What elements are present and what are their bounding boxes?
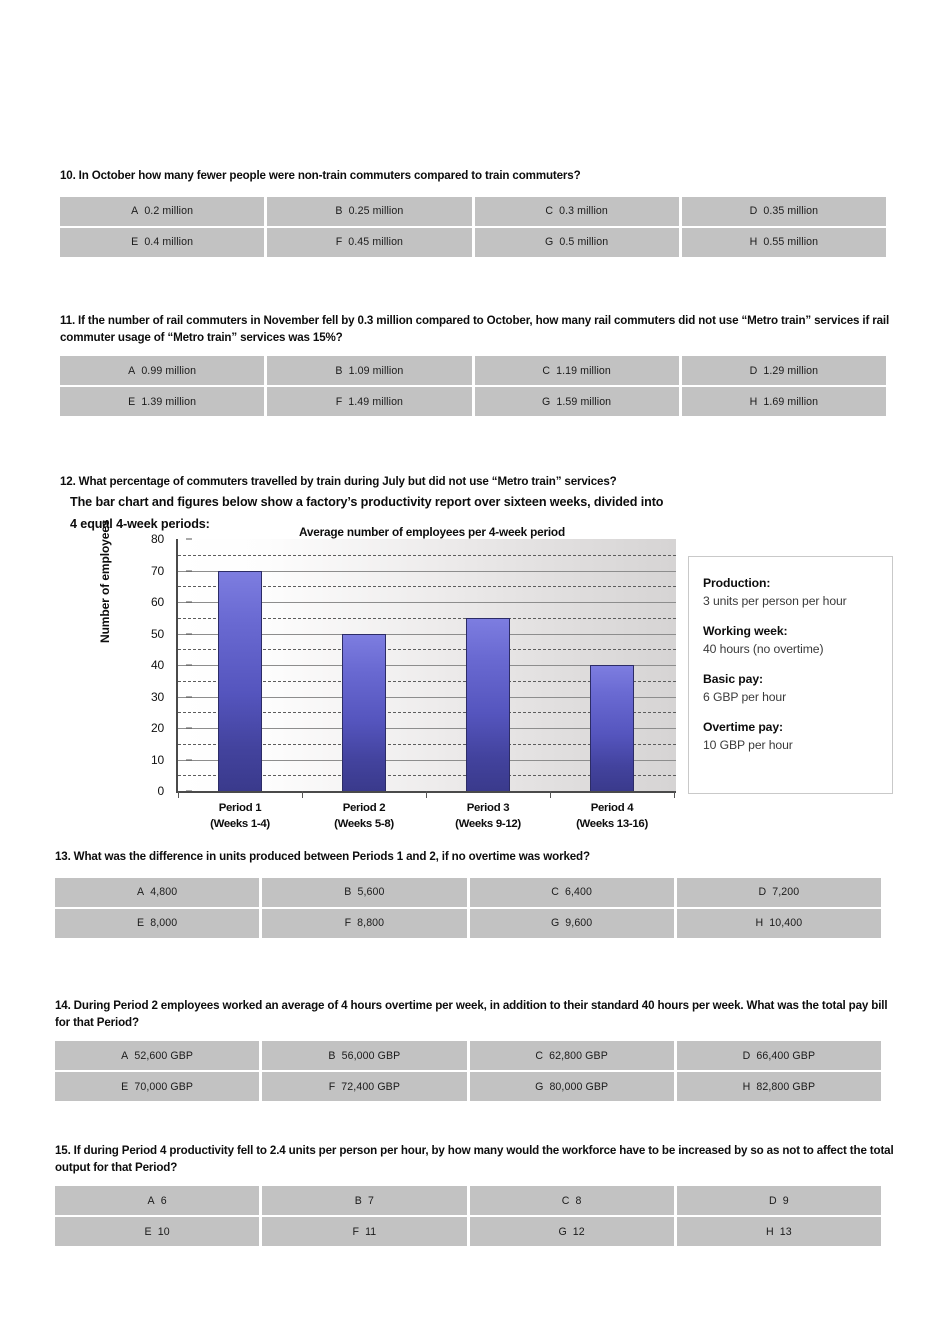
option-value: 72,400 GBP [341,1080,401,1093]
option-value: 82,800 GBP [756,1080,816,1093]
option-cell[interactable] [267,228,471,257]
question-14-text [55,998,895,1031]
option-value: 80,000 GBP [549,1080,609,1093]
option-value: 4,800 [150,886,178,898]
option-cell[interactable] [262,1072,466,1101]
question-12-text [60,474,920,491]
x-label-main: Period 3 [466,802,510,814]
question-11-number: 11. [60,314,76,327]
x-label-period-4 [550,801,674,832]
option-value: 9,600 [565,917,593,929]
option-letter: B [354,1194,362,1207]
info-item-working-week [703,623,892,658]
option-value: 10,400 [769,917,803,929]
option-letter: F [335,236,343,248]
x-label-main: Period 2 [342,802,386,814]
option-letter: G [550,917,560,929]
x-tick-mark [426,791,427,798]
question-11-text [60,313,898,346]
option-value: 52,600 GBP [134,1049,194,1062]
option-value: 1.39 million [141,395,197,408]
option-letter: C [545,205,554,217]
option-cell[interactable] [267,356,471,385]
question-block-11 [60,313,898,416]
option-letter: H [749,395,758,408]
option-cell[interactable] [470,909,674,938]
x-label-period-1 [178,801,302,832]
option-cell[interactable] [267,197,471,226]
option-value: 0.45 million [348,236,404,248]
chart-title: Average number of employees per 4-week period [299,525,565,539]
info-term: Basic pay: [703,672,763,686]
option-value: 62,800 GBP [549,1049,608,1062]
option-letter: G [558,1225,567,1238]
question-10-options [60,197,886,257]
option-letter: F [352,1225,360,1238]
question-14-number: 14. [55,999,71,1012]
option-cell[interactable] [677,909,881,938]
option-value: 1.19 million [556,364,611,377]
factory-facts-box [688,556,893,794]
question-block-14 [55,998,895,1101]
info-value: 6 GBP per hour [703,690,787,704]
option-cell[interactable] [55,1072,259,1101]
y-tick-label: 80 [151,532,164,546]
x-label-period-2 [302,801,426,832]
question-13-text [55,849,881,866]
option-value: 0.55 million [763,236,819,248]
option-cell[interactable] [267,387,471,416]
question-block-13 [55,849,881,938]
question-block-15 [55,1143,895,1246]
option-value: 0.4 million [144,236,194,248]
option-value: 70,000 GBP [134,1080,194,1093]
option-value: 56,000 GBP [341,1049,401,1062]
option-letter: E [128,395,136,408]
x-label-sub: (Weeks 13-16) [576,817,648,830]
option-value: 7 [367,1194,374,1207]
option-value: 8,000 [150,917,178,929]
bar-period-2 [342,634,386,792]
option-value: 0.3 million [559,205,608,217]
option-letter: A [137,886,145,898]
option-value: 9 [782,1194,789,1207]
x-label-sub: (Weeks 5-8) [334,817,394,830]
option-cell[interactable] [475,356,679,385]
option-value: 0.25 million [348,205,404,217]
info-term: Production: [703,576,771,590]
question-14-options [55,1041,881,1101]
option-letter: H [755,917,764,929]
option-cell[interactable] [475,228,679,257]
option-cell[interactable] [682,228,886,257]
x-tick-mark [302,791,303,798]
info-value: 40 hours (no overtime) [703,642,824,656]
option-cell[interactable] [55,878,259,907]
option-letter: B [344,886,352,898]
option-cell[interactable] [60,228,264,257]
x-tick-mark [674,791,675,798]
option-cell[interactable] [470,1186,674,1215]
y-tick-label: 20 [151,721,164,735]
option-letter: D [749,364,758,377]
y-tick-label: 0 [157,784,164,798]
option-letter: D [742,1049,751,1062]
option-value: 1.09 million [348,364,404,377]
option-cell[interactable] [470,1072,674,1101]
option-cell[interactable] [55,1041,259,1070]
info-item-production [703,575,892,610]
option-value: 12 [572,1225,585,1238]
option-letter: D [749,205,758,217]
option-letter: A [128,364,136,377]
question-12-body: What percentage of commuters travelled by train during July but did not use “Metro train” services? [78,475,617,488]
y-tick-label: 10 [151,752,164,767]
option-letter: C [535,1049,544,1062]
option-value: 8 [575,1194,582,1207]
option-cell[interactable] [60,387,264,416]
option-cell[interactable] [677,1072,881,1101]
option-cell[interactable] [682,387,886,416]
option-value: 1.29 million [763,364,819,377]
chart-intro-line-2: 4 equal 4-week periods: [70,517,210,531]
option-cell[interactable] [677,1186,881,1215]
y-tick-label: 50 [151,626,164,641]
x-tick-mark [178,791,179,798]
info-value: 3 units per person per hour [703,594,847,608]
chart-intro-line-1: The bar chart and figures below show a factory’s productivity report over sixteen weeks, divided into [70,495,664,509]
option-cell[interactable] [682,197,886,226]
info-term: Working week: [703,624,788,638]
info-value: 10 GBP per hour [703,738,793,752]
question-12-number: 12. [60,475,76,488]
question-block-12 [60,474,920,491]
option-cell[interactable] [262,909,466,938]
question-15-number: 15. [55,1144,71,1157]
option-value: 0.35 million [763,205,819,217]
option-cell[interactable] [677,1217,881,1246]
option-value: 0.99 million [141,364,197,377]
bar-period-1 [218,571,262,792]
option-cell[interactable] [262,1217,466,1246]
chart-x-labels [178,801,676,841]
option-letter: H [766,1225,774,1238]
option-value: 1.69 million [763,395,819,408]
info-item-overtime-pay [703,719,892,754]
option-letter: G [535,1080,544,1093]
option-letter: F [335,395,343,408]
chart-bars [178,539,676,791]
question-15-body: If during Period 4 productivity fell to 2.4 units per person per hour, by how many would the workforce have to be increased by so as not to affect the total output for that Period? [55,1144,894,1174]
question-13-number: 13. [55,850,71,863]
option-letter: A [147,1194,155,1207]
x-label-main: Period 1 [218,802,262,814]
option-value: 0.2 million [144,205,194,217]
option-cell[interactable] [470,1041,674,1070]
chart-y-ticks [126,532,170,798]
option-value: 11 [365,1225,377,1238]
option-value: 66,400 GBP [756,1049,816,1062]
question-block-10 [60,168,886,257]
option-value: 0.5 million [559,236,609,248]
question-11-body: If the number of rail commuters in November fell by 0.3 million compared to October, how many rail commuters did not use “Metro train” services if rail commuter usage of “Metro train” services was 15%? [60,314,890,344]
option-value: 1.49 million [348,395,404,408]
option-value: 8,800 [357,917,385,929]
question-13-body: What was the difference in units produced between Periods 1 and 2, if no overtime was worked? [73,850,590,863]
option-value: 1.59 million [556,395,612,408]
option-value: 13 [779,1225,792,1238]
y-tick-label: 40 [151,658,164,672]
option-value: 5,600 [357,886,385,898]
info-term: Overtime pay: [703,720,783,734]
option-cell[interactable] [55,1186,259,1215]
question-10-number: 10. [60,169,76,182]
question-15-options [55,1186,881,1246]
option-letter: A [121,1049,129,1062]
option-cell[interactable] [677,878,881,907]
option-cell[interactable] [475,197,679,226]
y-tick-label: 30 [151,689,164,704]
x-label-sub: (Weeks 1-4) [210,817,270,830]
option-letter: D [768,1194,777,1207]
option-cell[interactable] [60,197,264,226]
bar-period-3 [466,618,510,791]
y-tick-label: 60 [151,595,164,609]
option-letter: E [137,917,145,929]
chart-y-axis-label: Number of employees [98,519,112,643]
option-letter: E [131,236,139,248]
option-letter: B [335,205,343,217]
option-letter: B [335,364,343,377]
x-label-main: Period 4 [590,802,634,814]
x-label-sub: (Weeks 9-12) [455,817,521,830]
option-letter: G [542,395,551,408]
question-10-body: In October how many fewer people were non-train commuters compared to train commuters? [78,169,581,182]
option-letter: H [749,236,758,248]
option-letter: C [551,886,559,898]
option-letter: H [742,1080,751,1093]
option-value: 6 [160,1194,167,1207]
option-letter: A [131,205,139,217]
option-letter: E [121,1080,129,1093]
option-letter: E [144,1225,152,1238]
option-letter: D [758,886,767,898]
x-label-period-3 [426,801,550,832]
option-cell[interactable] [682,356,886,385]
option-letter: F [344,917,352,929]
option-value: 7,200 [772,886,800,898]
option-cell[interactable] [475,387,679,416]
option-letter: B [328,1049,336,1062]
chart-x-ticks [178,791,676,799]
option-cell[interactable] [262,1186,466,1215]
option-letter: F [328,1080,336,1093]
option-letter: C [561,1194,570,1207]
option-letter: C [542,364,551,377]
question-13-options [55,878,881,938]
question-14-body: During Period 2 employees worked an average of 4 hours overtime per week, in addition to their standard 40 hours per week. What was the total pay bill for that Period? [55,999,888,1029]
option-cell[interactable] [55,1217,259,1246]
question-15-text [55,1143,895,1176]
option-cell[interactable] [470,878,674,907]
question-11-options [60,356,886,416]
option-cell[interactable] [677,1041,881,1070]
option-cell[interactable] [262,1041,466,1070]
option-letter: G [545,236,554,248]
option-value: 6,400 [565,886,593,898]
option-cell[interactable] [55,909,259,938]
option-cell[interactable] [262,878,466,907]
option-value: 10 [157,1225,170,1238]
x-tick-mark [550,791,551,798]
info-item-basic-pay [703,671,892,706]
bar-period-4 [590,665,634,791]
option-cell[interactable] [60,356,264,385]
y-tick-label: 70 [151,563,164,578]
question-10-text [60,168,886,185]
option-cell[interactable] [470,1217,674,1246]
